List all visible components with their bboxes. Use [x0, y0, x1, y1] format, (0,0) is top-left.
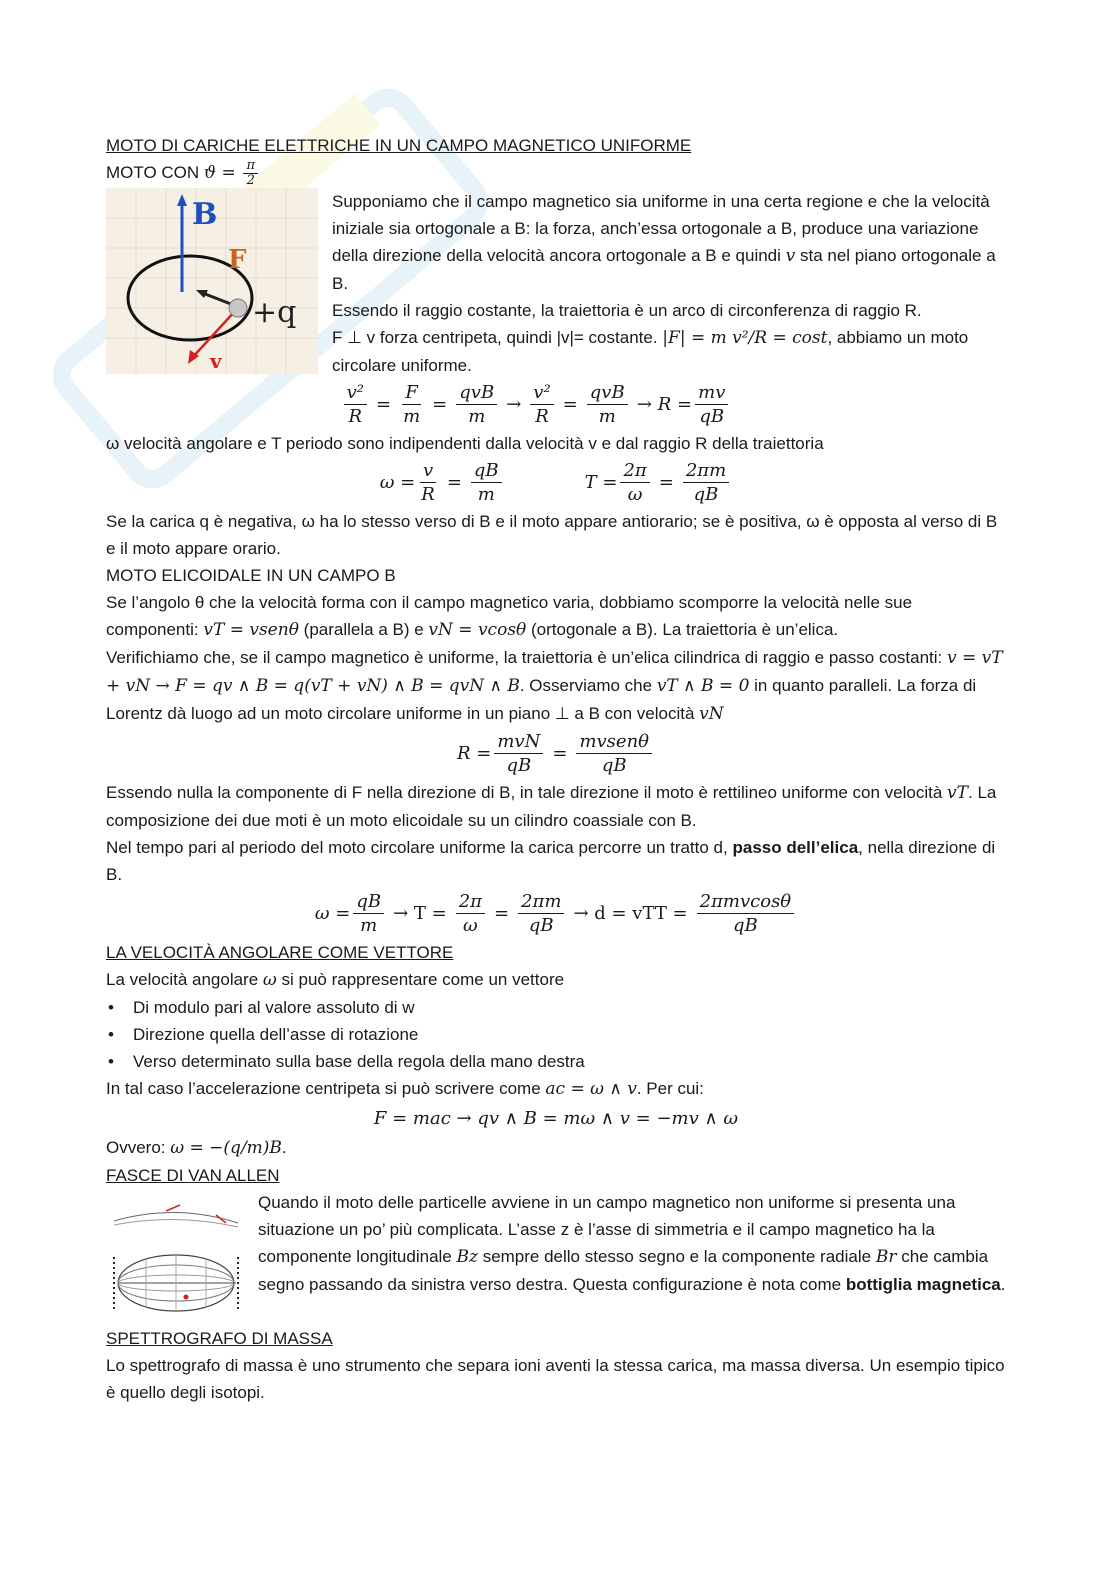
label-f: F: [228, 245, 247, 276]
paragraph-1: Supponiamo che il campo magnetico sia uniforme in una certa regione e che la velocità iniziale sia ortogonale a B: la forza, anch’essa ortogonale a B, produce una variazione della direzione della velocità ancora ortogonale a B e quindi v sta nel piano ortogonale a B.: [332, 192, 996, 294]
equation-helix-radius: R = $\frac{\text{mvN}}{qB}$ = $\frac{\text{mvsenθ}}{qB}$: [106, 730, 1006, 777]
heading-spettrografo: SPETTROGRAFO DI MASSA: [106, 1329, 333, 1349]
bullet-list: [106, 994, 1006, 1075]
heading-velocita-angolare: LA VELOCITÀ ANGOLARE COME VETTORE: [106, 943, 454, 963]
paragraph-13: Quando il moto delle particelle avviene in un campo magnetico non uniforme si presenta una situazione un po’ più complicata. L’asse z è l’asse di simmetria e il campo magnetico ha la componente longitudinale Bz sempre dello stesso segno e la componente radiale Br che cambia segno passando da sinistra verso destra. Questa configurazione è nota come bottiglia magnetica.: [258, 1193, 1006, 1295]
paragraph-2: Essendo il raggio costante, la traiettoria è un arco di circonferenza di raggio R.: [332, 301, 922, 321]
list-item: • Direzione quella dell’asse di rotazione: [133, 1021, 1006, 1048]
paragraph-8: Essendo nulla la componente di F nella direzione di B, in tale direzione il moto è rettilineo uniforme con velocità vT. La composizione dei due moti è un moto elicoidale su un cilindro coassiale con B.: [106, 783, 997, 831]
equation-helix-pitch: ω = $\frac{qB}{m}$ → T = $\frac{2\pi}{\omega}$ = $\frac{2\pi m}{qB}$ → d = vTT = $\frac{\text{2πmvcosθ}}{qB}$: [106, 890, 1006, 937]
label-q: +q: [252, 295, 297, 331]
equation-lorentz: F = mac → qv ∧ B = mω ∧ v = −mv ∧ ω: [373, 1108, 739, 1130]
magnetic-bottle-figure: [106, 1193, 248, 1321]
paragraph-7: Verifichiamo che, se il campo magnetico è uniforme, la traiettoria è un’elica cilindrica di raggio e passo costanti: v = vT + vN → F = qv ∧ B = q(vT + vN) ∧ B = qvN ∧ B. Osserviamo che vT ∧ B = 0 in quanto paralleli. La forza di Lorentz dà luogo ad un moto circolare uniforme in un piano ⊥ a B con velocità vN: [106, 648, 1003, 725]
subheading-moto-con: MOTO CON ϑ = $\frac{\pi}{2}$: [106, 159, 1006, 188]
document-page: [106, 132, 1006, 1406]
heading-moto-elicoidale: MOTO ELICOIDALE IN UN CAMPO B: [106, 566, 396, 586]
paragraph-14: Lo spettrografo di massa è uno strumento che separa ioni aventi la stessa carica, ma massa diversa. Un esempio tipico è quello degli isotopi.: [106, 1356, 1005, 1403]
paragraph-6: Se l’angolo θ che la velocità forma con il campo magnetico varia, dobbiamo scomporre la velocità nelle sue componenti: vT = vsenθ (parallela a B) e vN = vcosθ (ortogonale a B). La traiettoria è un’elica.: [106, 593, 913, 641]
equation-omega-period: ω = $\frac{v}{R}$ = $\frac{qB}{m}$ T = $\frac{2\pi}{\omega}$ = $\frac{2\pi m}{qB}$: [106, 459, 1006, 506]
list-item: • Verso determinato sulla base della regola della mano destra: [133, 1048, 1006, 1075]
label-b: B: [192, 197, 218, 233]
list-item: • Di modulo pari al valore assoluto di w: [133, 994, 1006, 1021]
heading-van-allen: FASCE DI VAN ALLEN: [106, 1166, 280, 1186]
equation-radius: $\frac{\text{v²}}{R}$ = $\frac{F}{m}$ = $\frac{\text{qvB}}{m}$ → $\frac{\text{v²}}{R}$ = $\frac{\text{qvB}}{m}$ → R = $\frac{mv}{qB}$: [66, 381, 1006, 428]
paragraph-5: Se la carica q è negativa, ω ha lo stesso verso di B e il moto appare antiorario; se è positiva, ω è opposta al verso di B e il moto appare orario.: [106, 512, 998, 559]
paragraph-4: ω velocità angolare e T periodo sono indipendenti dalla velocità v e dal raggio R della traiettoria: [106, 434, 824, 454]
paragraph-11: In tal caso l’accelerazione centripeta si può scrivere come ac = ω ∧ v. Per cui:: [106, 1079, 704, 1100]
paragraph-9: Nel tempo pari al periodo del moto circolare uniforme la carica percorre un tratto d, passo dell’elica, nella direzione di B.: [106, 838, 996, 885]
label-v: v: [210, 349, 222, 374]
paragraph-10: La velocità angolare ω si può rappresentare come un vettore: [106, 970, 565, 991]
paragraph-3: F ⊥ v forza centripeta, quindi |v|= costante. |F| = m v²/R = cost, abbiamo un moto circolare uniforme.: [332, 328, 969, 376]
paragraph-12: Ovvero: ω = −(q/m)B.: [106, 1138, 287, 1159]
charge-sphere: [229, 299, 247, 317]
circular-motion-figure: [106, 188, 318, 374]
heading-moto-cariche: MOTO DI CARICHE ELETTRICHE IN UN CAMPO MAGNETICO UNIFORME: [106, 136, 692, 155]
